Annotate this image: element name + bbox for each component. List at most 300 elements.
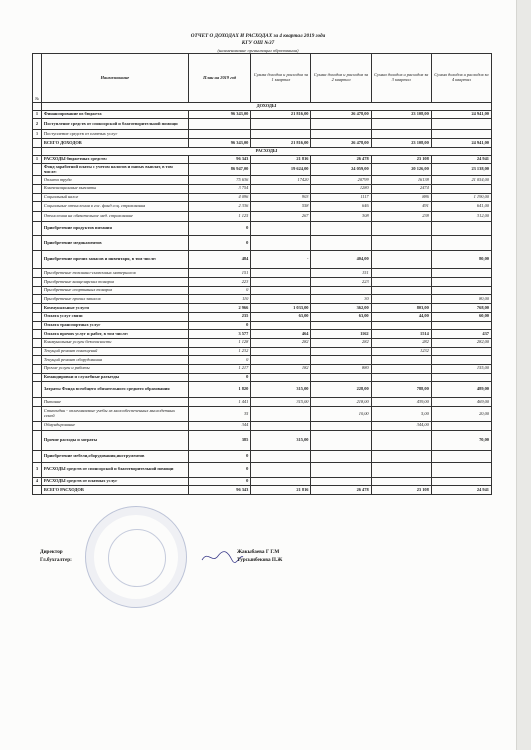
cell-q1 bbox=[251, 295, 311, 304]
table-row bbox=[33, 422, 492, 431]
cell-q3 bbox=[371, 450, 431, 462]
cell-q3: 16138 bbox=[371, 176, 431, 185]
cell-plan: 0 bbox=[188, 450, 250, 462]
organization-caption: (наименование организации образования) bbox=[217, 48, 299, 53]
cell-q4 bbox=[431, 278, 491, 287]
cell-name: Финансирование из бюджета bbox=[41, 110, 188, 119]
cell-q1 bbox=[251, 422, 311, 431]
cell-plan bbox=[188, 130, 250, 139]
cell-name: Фонд заработной платы с учетом налогов и папых выплат, в том числе: bbox=[41, 164, 188, 176]
cell-plan: 4 096 bbox=[188, 193, 250, 202]
cell-q3 bbox=[371, 130, 431, 139]
table-row bbox=[33, 398, 492, 407]
cell-q4: 437 bbox=[431, 330, 491, 339]
cell-q3 bbox=[371, 251, 431, 269]
cell-name: РАСХОДЫ средств от платных услуг bbox=[41, 477, 188, 486]
cell-q3 bbox=[371, 278, 431, 287]
cell-q1: 315,00 bbox=[251, 382, 311, 398]
cell-q4 bbox=[431, 130, 491, 139]
cell-q3: 5,00 bbox=[371, 407, 431, 422]
col-header-plan: План на 2019 год bbox=[188, 54, 250, 103]
cell-q3 bbox=[371, 364, 431, 373]
cell-q4: 768,00 bbox=[431, 304, 491, 313]
cell-empty bbox=[33, 103, 42, 111]
cell-name: Текущий ремонт оборудования bbox=[41, 356, 188, 365]
cell-q2 bbox=[311, 477, 371, 486]
cell-no: 2 bbox=[33, 119, 42, 130]
cell-q2 bbox=[311, 462, 371, 477]
cell-q1 bbox=[251, 321, 311, 330]
table-row bbox=[33, 338, 492, 347]
cell-q3: 491 bbox=[371, 202, 431, 212]
cell-plan: 75 636 bbox=[188, 176, 250, 185]
cell-q2 bbox=[311, 222, 371, 236]
table-row bbox=[33, 139, 492, 148]
cell-no bbox=[33, 486, 42, 495]
cell-q2: 362,00 bbox=[311, 304, 371, 313]
cell-no bbox=[33, 373, 42, 382]
table-row bbox=[33, 278, 492, 287]
cell-q1 bbox=[251, 462, 311, 477]
cell-q1 bbox=[251, 356, 311, 365]
table-row bbox=[33, 304, 492, 313]
cell-no bbox=[33, 356, 42, 365]
section-row bbox=[33, 103, 492, 111]
cell-q1: 267 bbox=[251, 212, 311, 222]
director-label: Директор bbox=[40, 549, 63, 555]
official-stamp bbox=[85, 506, 187, 608]
cell-q2: 282 bbox=[311, 338, 371, 347]
cell-q1: 1 033,00 bbox=[251, 304, 311, 313]
cell-plan: 385 bbox=[188, 430, 250, 450]
cell-q2 bbox=[311, 373, 371, 382]
cell-plan: 96 343,00 bbox=[188, 139, 250, 148]
cell-no bbox=[33, 398, 42, 407]
accountant-name: Турсынбекова П.Ж bbox=[237, 557, 283, 563]
cell-q2: 63,00 bbox=[311, 312, 371, 321]
cell-no bbox=[33, 222, 42, 236]
cell-plan: 1 125 bbox=[188, 212, 250, 222]
cell-plan: 223 bbox=[188, 278, 250, 287]
table-row bbox=[33, 382, 492, 398]
section-title: РАСХОДЫ bbox=[41, 147, 491, 155]
cell-plan: 151 bbox=[188, 269, 250, 278]
cell-q3: 886 bbox=[371, 193, 431, 202]
cell-q2: 1280 bbox=[311, 185, 371, 194]
table-row bbox=[33, 321, 492, 330]
cell-no bbox=[33, 278, 42, 287]
cell-no bbox=[33, 330, 42, 339]
cell-no bbox=[33, 176, 42, 185]
cell-q1: 63,00 bbox=[251, 312, 311, 321]
cell-no bbox=[33, 347, 42, 356]
cell-q1 bbox=[251, 222, 311, 236]
cell-q2: 30 bbox=[311, 295, 371, 304]
table-row bbox=[33, 176, 492, 185]
table-row bbox=[33, 347, 492, 356]
cell-q4: 489,00 bbox=[431, 382, 491, 398]
cell-plan: 1 128 bbox=[188, 338, 250, 347]
cell-q3: 23 108,00 bbox=[371, 139, 431, 148]
col-header-name: Наименование bbox=[41, 54, 188, 103]
cell-q1 bbox=[251, 450, 311, 462]
cell-plan: 3 577 bbox=[188, 330, 250, 339]
cell-plan: 96 343 bbox=[188, 155, 250, 164]
cell-q3: 439,00 bbox=[371, 398, 431, 407]
col-header-q3: Сумма доходов и расходов за 3 квартал bbox=[371, 54, 431, 103]
cell-q2: 646 bbox=[311, 202, 371, 212]
cell-q4: 1 190,00 bbox=[431, 193, 491, 202]
table-row bbox=[33, 130, 492, 139]
cell-q4 bbox=[431, 286, 491, 295]
cell-plan: 1 820 bbox=[188, 382, 250, 398]
col-header-q4: Сумма доходов и расходов за 4 квартал bbox=[431, 54, 491, 103]
cell-no bbox=[33, 185, 42, 194]
table-row bbox=[33, 119, 492, 130]
cell-q2 bbox=[311, 422, 371, 431]
cell-q4: 155,00 bbox=[431, 364, 491, 373]
cell-q1 bbox=[251, 407, 311, 422]
cell-plan: 0 bbox=[188, 286, 250, 295]
cell-no bbox=[33, 286, 42, 295]
cell-q3: 23 108 bbox=[371, 155, 431, 164]
cell-q1: 21 816 bbox=[251, 486, 311, 495]
cell-plan: 0 bbox=[188, 462, 250, 477]
cell-q2: 308 bbox=[311, 212, 371, 222]
cell-q2: 26 478 bbox=[311, 155, 371, 164]
cell-q2 bbox=[311, 430, 371, 450]
cell-q4: 641,00 bbox=[431, 202, 491, 212]
section-row bbox=[33, 147, 492, 155]
income-expense-table bbox=[32, 53, 492, 495]
cell-plan: 35 bbox=[188, 407, 250, 422]
cell-q4 bbox=[431, 321, 491, 330]
cell-name: Поступление средств от спонсорской и благотворительной помощи bbox=[41, 119, 188, 130]
cell-q1: 21 816,00 bbox=[251, 110, 311, 119]
cell-q4: 20,00 bbox=[431, 407, 491, 422]
cell-no bbox=[33, 202, 42, 212]
cell-q3: 2474 bbox=[371, 185, 431, 194]
cell-name: Оплата услуг связи bbox=[41, 312, 188, 321]
cell-no bbox=[33, 304, 42, 313]
cell-name: Приобретение продуктов питания bbox=[41, 222, 188, 236]
cell-q3: 44,00 bbox=[371, 312, 431, 321]
table-row bbox=[33, 269, 492, 278]
cell-plan: 344 bbox=[188, 422, 250, 431]
cell-q2: 228,00 bbox=[311, 382, 371, 398]
cell-plan: 0 bbox=[188, 477, 250, 486]
cell-q4: 24 941,00 bbox=[431, 139, 491, 148]
cell-plan: 3 754 bbox=[188, 185, 250, 194]
cell-q2: 404,00 bbox=[311, 251, 371, 269]
cell-no bbox=[33, 139, 42, 148]
cell-q3 bbox=[371, 119, 431, 130]
scan-edge bbox=[516, 0, 531, 750]
cell-q4: 23 138,00 bbox=[431, 164, 491, 176]
cell-name: Приобретение медикаментов bbox=[41, 236, 188, 251]
table-row bbox=[33, 251, 492, 269]
cell-q4 bbox=[431, 185, 491, 194]
cell-q4: 24 941 bbox=[431, 486, 491, 495]
col-header-no: № bbox=[33, 54, 42, 103]
cell-name: Оплата труда bbox=[41, 176, 188, 185]
cell-plan: 1 232 bbox=[188, 347, 250, 356]
cell-q3 bbox=[371, 373, 431, 382]
cell-q3: 803,00 bbox=[371, 304, 431, 313]
cell-q2: 24 059,00 bbox=[311, 164, 371, 176]
cell-q3: 20 126,00 bbox=[371, 164, 431, 176]
cell-q1: 17420 bbox=[251, 176, 311, 185]
cell-q4 bbox=[431, 462, 491, 477]
cell-no bbox=[33, 236, 42, 251]
cell-q4 bbox=[431, 477, 491, 486]
cell-q4: 21 054,00 bbox=[431, 176, 491, 185]
cell-q2: 1117 bbox=[311, 193, 371, 202]
cell-q4 bbox=[431, 356, 491, 365]
cell-q4 bbox=[431, 347, 491, 356]
cell-q1: 464 bbox=[251, 330, 311, 339]
cell-q2 bbox=[311, 347, 371, 356]
table-row bbox=[33, 193, 492, 202]
cell-q1: 315,00 bbox=[251, 430, 311, 450]
cell-name: Компенсационные выплаты bbox=[41, 185, 188, 194]
cell-q2: 151 bbox=[311, 269, 371, 278]
cell-q2 bbox=[311, 321, 371, 330]
cell-plan: 1 441 bbox=[188, 398, 250, 407]
cell-q1: 315,00 bbox=[251, 398, 311, 407]
cell-plan: 110 bbox=[188, 295, 250, 304]
cell-q1: 903 bbox=[251, 193, 311, 202]
table-row bbox=[33, 407, 492, 422]
cell-q2 bbox=[311, 356, 371, 365]
director-name: Жакыбаева Г Г.М bbox=[237, 549, 280, 555]
cell-q3: 23 108,00 bbox=[371, 110, 431, 119]
cell-q4 bbox=[431, 222, 491, 236]
cell-no: 3 bbox=[33, 130, 42, 139]
cell-q1: 21 816,00 bbox=[251, 139, 311, 148]
cell-q3: 282 bbox=[371, 338, 431, 347]
cell-q2 bbox=[311, 130, 371, 139]
cell-q3: 788,00 bbox=[371, 382, 431, 398]
cell-no bbox=[33, 407, 42, 422]
cell-q4: 60,00 bbox=[431, 312, 491, 321]
cell-name: Приобретение прочих запасов bbox=[41, 295, 188, 304]
cell-no: 3 bbox=[33, 462, 42, 477]
cell-q3 bbox=[371, 321, 431, 330]
cell-name: РАСХОДЫ средств от спонсорской и благотворительной помощи bbox=[41, 462, 188, 477]
cell-q3 bbox=[371, 236, 431, 251]
cell-name: ВСЕГО РАСХОДОВ bbox=[41, 486, 188, 495]
cell-q2: 20799 bbox=[311, 176, 371, 185]
cell-q3 bbox=[371, 356, 431, 365]
cell-no: 4 bbox=[33, 477, 42, 486]
cell-q4: 24 941,00 bbox=[431, 110, 491, 119]
accountant-label: Гл.бухгалтер: bbox=[40, 557, 72, 563]
table-row bbox=[33, 330, 492, 339]
cell-name: Обмундирование bbox=[41, 422, 188, 431]
cell-q1: - bbox=[251, 251, 311, 269]
official-stamp-inner bbox=[108, 529, 166, 587]
cell-q2: 218,00 bbox=[311, 398, 371, 407]
cell-q4 bbox=[431, 422, 491, 431]
cell-q1 bbox=[251, 119, 311, 130]
cell-q1 bbox=[251, 130, 311, 139]
cell-q4 bbox=[431, 119, 491, 130]
cell-q4: 282,00 bbox=[431, 338, 491, 347]
cell-q2: 26 478 bbox=[311, 486, 371, 495]
cell-q4: 80,00 bbox=[431, 251, 491, 269]
cell-q1 bbox=[251, 185, 311, 194]
cell-q3 bbox=[371, 286, 431, 295]
cell-q2: 26 478,00 bbox=[311, 139, 371, 148]
cell-q1 bbox=[251, 278, 311, 287]
table-row bbox=[33, 110, 492, 119]
cell-q1 bbox=[251, 373, 311, 382]
cell-q1: 21 816 bbox=[251, 155, 311, 164]
cell-name: Приобретение мебели,оборудования,инструментов bbox=[41, 450, 188, 462]
cell-no bbox=[33, 364, 42, 373]
cell-no bbox=[33, 212, 42, 222]
cell-q1 bbox=[251, 286, 311, 295]
cell-plan: 0 bbox=[188, 236, 250, 251]
cell-plan: 2 966 bbox=[188, 304, 250, 313]
cell-q3 bbox=[371, 222, 431, 236]
cell-name: Питание bbox=[41, 398, 188, 407]
cell-name: Затраты Фонда всеобщего обязательного среднего образования bbox=[41, 382, 188, 398]
cell-name: Прочие расходы и затраты bbox=[41, 430, 188, 450]
table-row bbox=[33, 164, 492, 176]
cell-plan: 0 bbox=[188, 373, 250, 382]
cell-no bbox=[33, 338, 42, 347]
cell-name: Отчисления на обязательное мед. страхование bbox=[41, 212, 188, 222]
cell-q2 bbox=[311, 286, 371, 295]
cell-name: Поступление средств от платных услуг bbox=[41, 130, 188, 139]
table-row bbox=[33, 462, 492, 477]
table-row bbox=[33, 477, 492, 486]
cell-plan: 0 bbox=[188, 356, 250, 365]
cell-q2: 880 bbox=[311, 364, 371, 373]
cell-no bbox=[33, 164, 42, 176]
cell-name: Социальные отчисления в гос. фонд соц. страхования bbox=[41, 202, 188, 212]
cell-name: Социальный налог bbox=[41, 193, 188, 202]
cell-no bbox=[33, 312, 42, 321]
cell-name: Коммунальные услуги безопасности bbox=[41, 338, 188, 347]
table-row bbox=[33, 312, 492, 321]
cell-q2: 1162 bbox=[311, 330, 371, 339]
table-header-row bbox=[33, 54, 492, 103]
cell-q3 bbox=[371, 269, 431, 278]
cell-name: Приобретение канцелярских товаров bbox=[41, 278, 188, 287]
cell-no bbox=[33, 193, 42, 202]
cell-plan: 1 217 bbox=[188, 364, 250, 373]
cell-q3 bbox=[371, 477, 431, 486]
cell-q1: 558 bbox=[251, 202, 311, 212]
cell-name: ВСЕГО ДОХОДОВ bbox=[41, 139, 188, 148]
cell-plan: 86 947,00 bbox=[188, 164, 250, 176]
cell-q2: 26 478,00 bbox=[311, 110, 371, 119]
cell-no: 1 bbox=[33, 110, 42, 119]
table-row bbox=[33, 373, 492, 382]
cell-q4: 312,00 bbox=[431, 212, 491, 222]
cell-q4: 80,00 bbox=[431, 295, 491, 304]
col-header-q1: Сумма доходов и расходов за 1 квартал bbox=[251, 54, 311, 103]
cell-plan: 0 bbox=[188, 321, 250, 330]
cell-q1: 19 624,00 bbox=[251, 164, 311, 176]
cell-q1 bbox=[251, 477, 311, 486]
table-body bbox=[33, 103, 492, 495]
section-title: ДОХОДЫ bbox=[41, 103, 491, 111]
cell-q2 bbox=[311, 236, 371, 251]
table-row bbox=[33, 212, 492, 222]
table-row bbox=[33, 155, 492, 164]
table-row bbox=[33, 185, 492, 194]
cell-no bbox=[33, 295, 42, 304]
cell-empty bbox=[33, 147, 42, 155]
cell-no bbox=[33, 269, 42, 278]
cell-q2: 223 bbox=[311, 278, 371, 287]
cell-q2 bbox=[311, 119, 371, 130]
table-row bbox=[33, 364, 492, 373]
cell-no bbox=[33, 422, 42, 431]
cell-plan: 0 bbox=[188, 222, 250, 236]
table-row bbox=[33, 295, 492, 304]
organization-name: КГУ ОШ №37 bbox=[241, 40, 275, 46]
table-row bbox=[33, 450, 492, 462]
cell-q3: 23 108 bbox=[371, 486, 431, 495]
cell-q1 bbox=[251, 269, 311, 278]
cell-name: Оплата прочих услуг и работ, в том числе: bbox=[41, 330, 188, 339]
cell-q3 bbox=[371, 430, 431, 450]
cell-plan: 2 336 bbox=[188, 202, 250, 212]
cell-q3: 238 bbox=[371, 212, 431, 222]
cell-q4 bbox=[431, 450, 491, 462]
cell-name: Приобретение топливно-смазочных материалов bbox=[41, 269, 188, 278]
cell-q1 bbox=[251, 347, 311, 356]
cell-q1 bbox=[251, 236, 311, 251]
table-row bbox=[33, 286, 492, 295]
table-row bbox=[33, 202, 492, 212]
table-row bbox=[33, 222, 492, 236]
cell-plan: 235 bbox=[188, 312, 250, 321]
cell-name: Прочие услуги и работы bbox=[41, 364, 188, 373]
cell-q1: 282 bbox=[251, 338, 311, 347]
table-row bbox=[33, 236, 492, 251]
cell-name: Текущий ремонт помещений bbox=[41, 347, 188, 356]
cell-name: Оплата транспортных услуг bbox=[41, 321, 188, 330]
cell-q4: 24 941 bbox=[431, 155, 491, 164]
table-row bbox=[33, 356, 492, 365]
table-row bbox=[33, 486, 492, 495]
cell-plan: 96 343,00 bbox=[188, 110, 250, 119]
cell-no bbox=[33, 430, 42, 450]
cell-q3 bbox=[371, 462, 431, 477]
cell-q2: 10,00 bbox=[311, 407, 371, 422]
cell-q4: 70,00 bbox=[431, 430, 491, 450]
cell-q4 bbox=[431, 373, 491, 382]
table-row bbox=[33, 430, 492, 450]
cell-plan bbox=[188, 119, 250, 130]
cell-name: Приобретение прочих запасов и инвентаря, в том числе: bbox=[41, 251, 188, 269]
cell-q4 bbox=[431, 269, 491, 278]
cell-q2 bbox=[311, 450, 371, 462]
cell-no bbox=[33, 450, 42, 462]
cell-no bbox=[33, 251, 42, 269]
cell-name: Приобретение спортивных товаров bbox=[41, 286, 188, 295]
cell-name: Стипендии - оплачиваемые учебы из малообеспеченных многодетных семей bbox=[41, 407, 188, 422]
cell-no bbox=[33, 321, 42, 330]
cell-name: РАСХОДЫ бюджетных средств: bbox=[41, 155, 188, 164]
cell-q3: 1232 bbox=[371, 347, 431, 356]
